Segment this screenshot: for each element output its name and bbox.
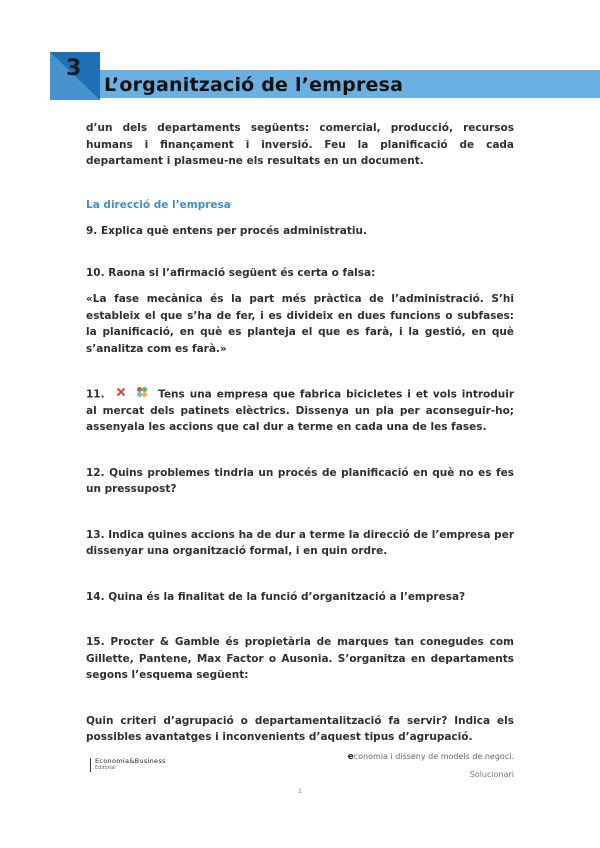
cross-icon bbox=[116, 387, 126, 397]
flower-icon bbox=[137, 387, 147, 397]
page-number: 2 bbox=[298, 788, 302, 795]
question-15: 15. Procter & Gamble és propietària de marques tan conegudes com Gillette, Pantene, Max Factor o Ausonia. S’organitza en departaments segons l’esquema següent: bbox=[86, 636, 514, 682]
section-heading: La direcció de l’empresa bbox=[86, 198, 231, 211]
question-15-followup: Quin criteri d’agrupació o departamentalització fa servir? Indica els possibles avantatges i inconvenients d’aquest tipus d’agrupació. bbox=[86, 714, 514, 744]
question-10-quote: «La fase mecànica és la part més pràctica de l’administració. S’hi estableix el que s’ha de fer, i es divideix en dues funcions o subfases: la planificació, en què es planteja el que es farà, i la gestió, en què s’analitza com es farà.» bbox=[86, 293, 514, 355]
question-13: 13. Indica quines accions ha de dur a terme la direcció de l’empresa per dissenyar una organització formal, i en quin ordre. bbox=[86, 528, 514, 558]
chapter-title: L’organització de l’empresa bbox=[104, 74, 404, 96]
question-12: 12. Quins problemes tindria un procés de planificació en què no es fes un pressupost? bbox=[86, 466, 514, 496]
book-title-text: conomia i disseny de models de negoci. bbox=[353, 752, 514, 761]
question-14: 14. Quina és la finalitat de la funció d’organització a l’empresa? bbox=[86, 590, 466, 603]
intro-paragraph: d’un dels departaments següents: comercial, producció, recursos humans i finançament i inversió. Feu la planificació de cada departament i plasmeu-ne els resultats en un document. bbox=[86, 122, 514, 167]
question-11-icons bbox=[116, 386, 148, 403]
book-title-initial: e bbox=[347, 752, 354, 762]
question-11-number: 11. bbox=[86, 388, 105, 401]
question-10: 10. Raona si l’afirmació següent és certa o falsa: bbox=[86, 266, 376, 279]
book-title bbox=[348, 752, 514, 762]
question-9: 9. Explica què entens per procés administratiu. bbox=[86, 225, 367, 237]
logo-line1: Economia&Business bbox=[95, 757, 166, 765]
question-11-text: Tens una empresa que fabrica bicicletes i et vols introduir al mercat dels patinets elèctrics. Dissenya un pla per aconseguir-ho; assenyala les accions que cal dur a terme en cada una de les fases. bbox=[86, 388, 515, 434]
logo-line2: Editorial bbox=[95, 765, 116, 771]
page-content bbox=[86, 120, 514, 746]
chapter-number: 3 bbox=[66, 56, 82, 81]
publisher-logo bbox=[90, 758, 166, 772]
question-11 bbox=[86, 386, 514, 436]
book-subtitle: Solucionari bbox=[469, 770, 514, 779]
